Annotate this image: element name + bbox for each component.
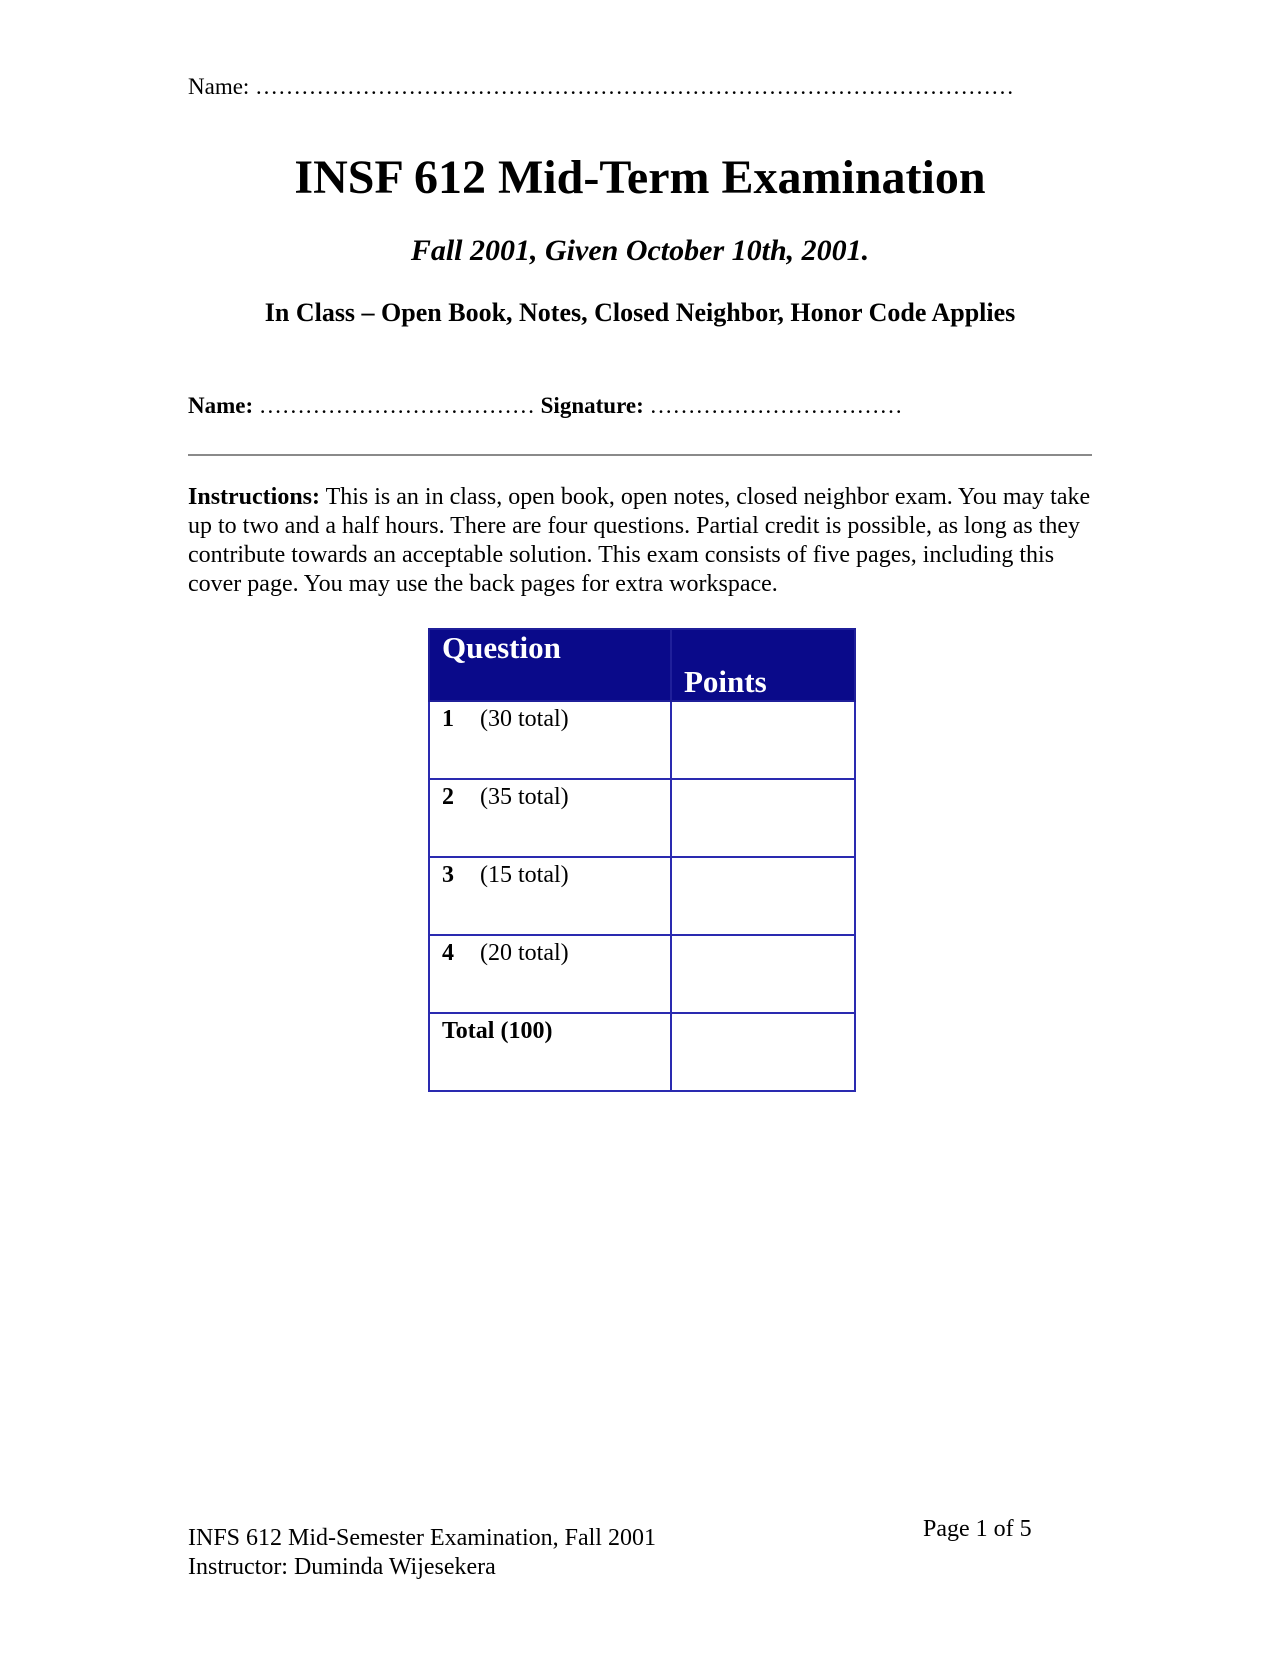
table-row — [429, 935, 855, 1013]
question-number: 2 — [442, 784, 454, 810]
name-field: ……………………………… — [258, 393, 535, 418]
question-cell — [429, 935, 671, 1013]
footer-instructor-line: Instructor: Duminda Wijesekera — [188, 1554, 496, 1580]
points-cell — [671, 935, 855, 1013]
points-cell — [671, 701, 855, 779]
question-points-total: (35 total) — [480, 784, 569, 810]
instructions-label: Instructions: — [188, 484, 321, 510]
page-number: Page 1 of 5 — [923, 1516, 1032, 1542]
total-points-cell — [671, 1013, 855, 1091]
table-row — [429, 779, 855, 857]
instructions-text: This is an in class, open book, open notes, closed neighbor exam. You may take up to two and a half hours. There are four questions. Partial credit is possible, as long as they contribute towards an acceptable solution. This exam consists of five pages, including this cover page. You may use the back pages for extra workspace. — [188, 484, 1091, 597]
signature-label: Signature: — [540, 393, 644, 418]
question-cell — [429, 701, 671, 779]
table-total-row — [429, 1013, 855, 1091]
student-name-signature-line — [188, 393, 902, 419]
table-row — [429, 857, 855, 935]
grading-table — [428, 628, 856, 1092]
name-label: Name: — [188, 393, 254, 418]
question-cell — [429, 857, 671, 935]
header-question: Question — [429, 629, 671, 701]
header-points: Points — [671, 629, 855, 701]
question-points-total: (15 total) — [480, 862, 569, 888]
header-name-line: Name: ……………………………………………………………………………………… — [188, 74, 1015, 99]
points-cell — [671, 857, 855, 935]
table-header-row — [429, 629, 855, 701]
footer-course-line: INFS 612 Mid-Semester Examination, Fall 2001 — [188, 1525, 656, 1551]
exam-date-subtitle: Fall 2001, Given October 10th, 2001. — [410, 234, 870, 267]
exam-rules: In Class – Open Book, Notes, Closed Neighbor, Honor Code Applies — [264, 298, 1016, 327]
total-label: Total (100) — [429, 1013, 671, 1091]
question-number: 1 — [442, 706, 454, 732]
instructions-paragraph — [188, 483, 1098, 599]
horizontal-divider — [188, 454, 1092, 456]
table-row — [429, 701, 855, 779]
question-cell — [429, 779, 671, 857]
question-number: 3 — [442, 862, 454, 888]
question-number: 4 — [442, 940, 454, 966]
question-points-total: (20 total) — [480, 940, 569, 966]
question-points-total: (30 total) — [480, 706, 569, 732]
footer-course-info — [188, 1524, 656, 1582]
points-cell — [671, 779, 855, 857]
signature-field: …………………………… — [649, 393, 903, 418]
page-title: INSF 612 Mid-Term Examination — [294, 151, 986, 204]
